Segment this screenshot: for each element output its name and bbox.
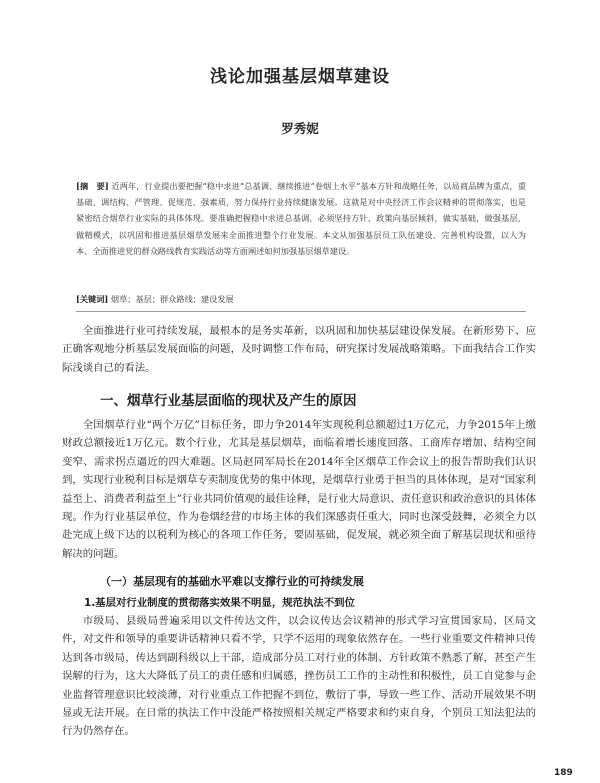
section-heading: 一、烟草行业基层面临的现状及产生的原因 bbox=[100, 393, 357, 409]
subsection-heading: （一）基层现有的基础水平难以支撑行业的可持续发展 bbox=[100, 575, 364, 588]
author-name: 罗秀妮 bbox=[281, 121, 319, 136]
keywords-label: [关键词] bbox=[76, 294, 109, 304]
abstract-block bbox=[76, 178, 526, 259]
article-title: 浅论加强基层烟草建设 bbox=[210, 67, 390, 87]
keywords-block bbox=[76, 291, 526, 307]
keywords-text: 烟草；基层；群众路线；建设发展 bbox=[110, 294, 234, 304]
point-heading: 1.基层对行业制度的贯彻落实效果不明显，规范执法不到位 bbox=[84, 597, 355, 609]
intro-paragraph: 全面推进行业可持续发展，最根本的是务实革新，以巩固和加快基层建设保发展。在新形势下、应正确客观地分析基层发展面临的问题，及时调整工作布局，研究探讨发展战略策略。下面我结合工作实际浅谈自己的看法。 bbox=[62, 325, 536, 374]
page-number: 189 bbox=[554, 768, 573, 778]
abstract-text: 近两年，行业提出要把握“稳中求进”总基调、继续推进“卷烟上水平”基本方针和战略任务，以局商品牌为重点，重基础、调结构、严管理、促规范、强素质，努力保持行业持续健康发展。这就是对中央经济工作会议精神的贯彻落实，也是紧密结合烟草行业实际的具体体现。要准确把握稳中求进总基调，必须坚持方针、政策向基层倾斜，做实基础，做强基层，做精模式，以巩固和推进基层烟草发展来全面推进整个行业发展。本文从加强基层员工队伍建设、完善机构设置，以人为本、全面推进党的群众路线教育实践活动等方面阐述如何加强基层烟草建设。 bbox=[76, 181, 527, 256]
abstract-label: [摘 要] bbox=[76, 181, 109, 191]
section-paragraph: 全国烟草行业“两个万亿”目标任务，即力争2014年实现税利总额超过1万亿元，力争2015年上缴财政总额接近1万亿元。数个行业，尤其是基层烟草，面临着增长速度回落、工商库存增加、结构空间变窄、需求拐点逼近的四大难题。区局赵同军局长在2014年全区烟草工作会议上的报告帮助我们认识到，实现行业税利目标是烟草专卖制度优势的集中体现，是烟草行业勇于担当的具体体现，是对“国家利益至上、消费者利益至上”行业共同价值观的最佳诠释，是行业大局意识、责任意识和政治意识的具体体现。作为行业基层单位，作为卷烟经营的市场主体的我们深感责任重大，同时也深受鼓舞，必须全力以赴完成上级下达的以税利为核心的各项工作任务，要固基础，促发展，就必须全面了解基层现状和亟待解决的问题。 bbox=[62, 419, 536, 560]
subsection-paragraph: 市级局、县级局普遍采用以文件传达文件，以会议传达会议精神的形式学习宣贯国家局、区局文件，对文件和领导的重要讲话精神只看不学，只学不运用的现象依然存在。一些行业重要文件精神只传达到各市级局，传达到副科级以上干部，造成部分员工对行业的体制、方针政策不熟悉了解，甚至产生误解的行为，这大大降低了员工的责任感和归属感，挫伤员工工作的主动性和积极性，员工自觉参与企业监督管理意识比较淡薄，对行业重点工作把握不到位，敷衍了事，导致一些工作、活动开展效果不明显或无法开展。在日常的执法工作中没能严格按照相关规定严格要求和约束自身，个别员工知法犯法的行为仍然存在。 bbox=[62, 615, 536, 738]
divider bbox=[76, 311, 526, 312]
